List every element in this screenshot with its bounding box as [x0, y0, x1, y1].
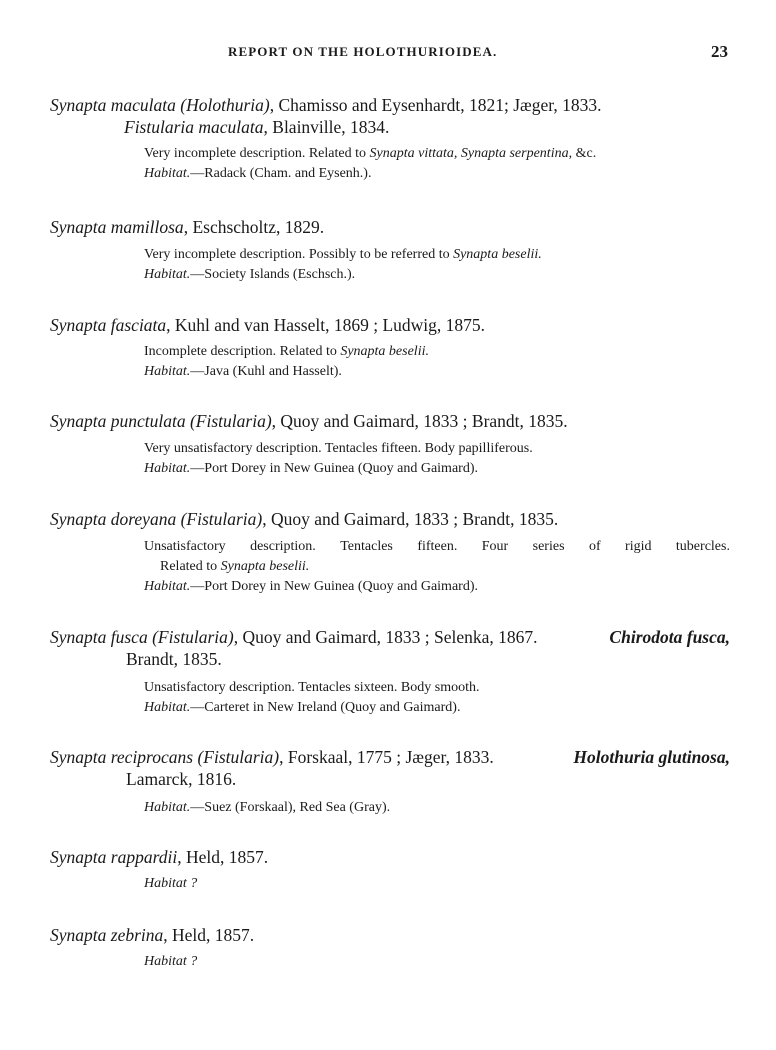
species-entry — [50, 626, 730, 718]
authority: , Eschscholtz, 1829. — [183, 217, 325, 237]
description-note: Unsatisfactory description. Tentacles fifteen. Four series of rigid tubercles. — [144, 539, 730, 554]
habitat-text: —Radack (Cham. and Eysenh.). — [190, 166, 372, 181]
authority: , Kuhl and van Hasselt, 1869 ; Ludwig, 1875. — [166, 315, 486, 335]
habitat-text: —Port Dorey in New Guinea (Quoy and Gaimard). — [190, 461, 478, 476]
species-entry — [50, 746, 730, 818]
page-number: 23 — [711, 42, 728, 61]
habitat-label: Habitat. — [144, 800, 191, 815]
entry-heading — [50, 508, 730, 530]
habitat-note — [50, 362, 730, 382]
original-genus: (Fistularia) — [152, 627, 234, 647]
entry-heading — [50, 626, 730, 648]
authority: , Held, 1857. — [177, 847, 269, 867]
species-entry — [50, 846, 730, 894]
habitat-label: Habitat. — [144, 364, 191, 379]
species-entry — [50, 314, 730, 382]
habitat-note — [50, 698, 730, 718]
habitat-text: —Port Dorey in New Guinea (Quoy and Gaimard). — [190, 579, 478, 594]
species-name: Synapta maculata — [50, 95, 176, 115]
entry-heading — [50, 216, 730, 238]
habitat-text: —Java (Kuhl and Hasselt). — [190, 364, 342, 379]
original-genus: (Fistularia) — [180, 509, 263, 529]
authority: , Forskaal, 1775 ; Jæger, 1833. — [279, 747, 494, 767]
species-name: Synapta fasciata — [50, 315, 167, 335]
synonym: Fistularia maculata — [124, 117, 264, 137]
entry-heading — [50, 746, 730, 768]
species-name: Synapta doreyana — [50, 509, 177, 529]
authority: , Quoy and Gaimard, 1833 ; Brandt, 1835. — [262, 509, 559, 529]
entry-heading — [50, 410, 730, 432]
species-name: Synapta punctulata — [50, 411, 186, 431]
habitat-note — [50, 265, 730, 285]
synonym-line: Brandt, 1835. — [126, 649, 222, 669]
habitat-label: Habitat. — [144, 461, 191, 476]
habitat-label: Habitat. — [144, 700, 191, 715]
species-name: Synapta fusca — [50, 627, 148, 647]
synonym-line — [50, 116, 730, 138]
running-title: REPORT ON THE HOLOTHURIOIDEA. — [228, 44, 498, 59]
running-header — [0, 44, 776, 66]
species-entry — [50, 216, 730, 285]
habitat-text: —Suez (Forskaal), Red Sea (Gray). — [190, 800, 391, 815]
description-note: Unsatisfactory description. Tentacles sixteen. Body smooth. — [144, 680, 480, 695]
habitat-text: —Society Islands (Eschsch.). — [190, 267, 356, 282]
species-entry — [50, 924, 730, 972]
species-name: Synapta rappardii — [50, 847, 178, 867]
synonym: Chirodota fusca, — [609, 627, 730, 647]
authority: , Chamisso and Eysenhardt, 1821; Jæger, 1833. — [269, 95, 602, 115]
habitat-label: Habitat. — [144, 166, 191, 181]
entry-heading — [50, 314, 730, 336]
habitat-label: Habitat ? — [144, 876, 198, 891]
heading-line — [50, 94, 730, 116]
species-name: Synapta reciprocans — [50, 747, 194, 767]
description-note: Incomplete description. Related to Synapta beselii. — [144, 344, 429, 359]
synonym: Holothuria glutinosa, — [573, 747, 730, 767]
synonym-authority: , Blainville, 1834. — [263, 117, 390, 137]
authority: , Held, 1857. — [163, 925, 255, 945]
habitat-note — [50, 874, 730, 894]
entry-heading — [50, 846, 730, 868]
original-genus: (Fistularia) — [189, 411, 272, 431]
entry-heading — [50, 94, 730, 116]
habitat-note — [50, 577, 730, 597]
original-genus: (Fistularia) — [197, 747, 280, 767]
authority: , Quoy and Gaimard, 1833 ; Selenka, 1867. — [233, 627, 538, 647]
species-entry — [50, 410, 730, 479]
habitat-label: Habitat ? — [144, 954, 198, 969]
habitat-note — [50, 798, 730, 818]
habitat-note — [50, 164, 730, 184]
entry-heading — [50, 924, 730, 946]
description-note: Very incomplete description. Possibly to be referred to Synapta beselii. — [144, 247, 542, 262]
species-name: Synapta mamillosa — [50, 217, 184, 237]
habitat-label: Habitat. — [144, 579, 191, 594]
habitat-label: Habitat. — [144, 267, 191, 282]
original-genus: (Holothuria) — [180, 95, 270, 115]
species-name: Synapta zebrina — [50, 925, 164, 945]
habitat-note — [50, 459, 730, 479]
species-entry — [50, 508, 730, 597]
description-note-cont: Related to Synapta beselii. — [160, 559, 310, 574]
synonym-line: Lamarck, 1816. — [126, 769, 237, 789]
habitat-text: —Carteret in New Ireland (Quoy and Gaimard). — [190, 700, 461, 715]
description-note: Very incomplete description. Related to Synapta vittata, Synapta serpentina, &c. — [144, 146, 597, 161]
authority: , Quoy and Gaimard, 1833 ; Brandt, 1835. — [271, 411, 568, 431]
species-entry — [50, 94, 730, 184]
habitat-note — [50, 952, 730, 972]
description-note: Very unsatisfactory description. Tentacles fifteen. Body papilliferous. — [144, 441, 533, 456]
